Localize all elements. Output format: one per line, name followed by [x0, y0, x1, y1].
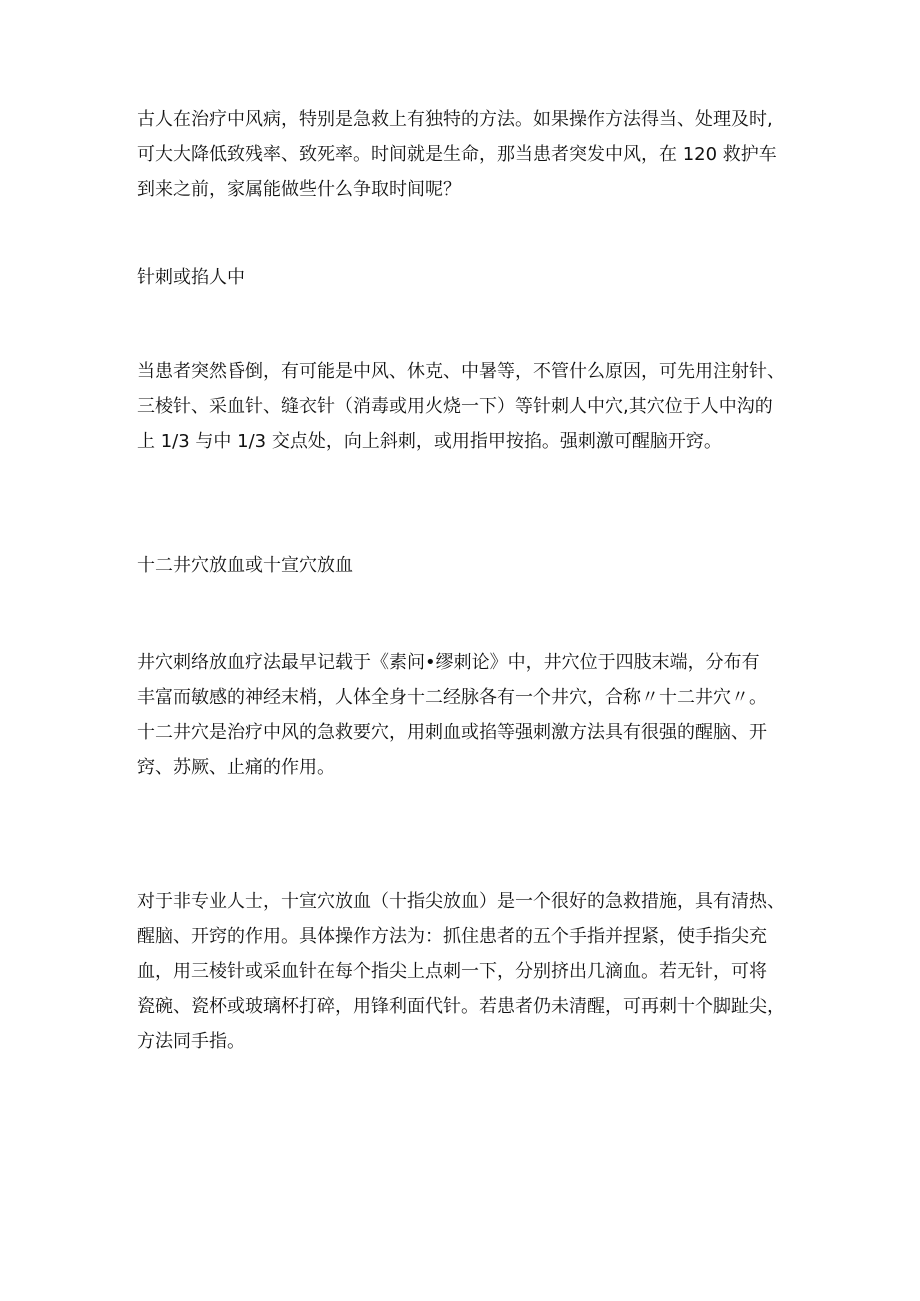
text-line: 上 1/3 与中 1/3 交点处，向上斜刺，或用指甲按掐。强刺激可醒脑开窍。: [137, 431, 722, 452]
section-heading-renzhong: [137, 260, 792, 295]
text-line: 血，用三棱针或采血针在每个指尖上点刺一下，分别挤出几滴血。若无针，可将: [137, 961, 767, 982]
text-line: 瓷碗、瓷杯或玻璃杯打碎，用锋利面代针。若患者仍未清醒，可再刺十个脚趾尖，: [137, 996, 785, 1017]
section-heading-bloodletting: [137, 548, 792, 583]
paragraph-intro: [137, 102, 792, 207]
text-line: 三棱针、采血针、缝衣针（消毒或用火烧一下）等针刺人中穴,其穴位于人中沟的: [137, 396, 773, 417]
text-line: 当患者突然昏倒，有可能是中风、休克、中暑等，不管什么原因，可先用注射针、: [137, 361, 785, 382]
heading-text: 针刺或掐人中: [137, 267, 245, 288]
text-line: 方法同手指。: [137, 1031, 245, 1052]
text-line: 醒脑、开窍的作用。具体操作方法为：抓住患者的五个手指并捏紧，使手指尖充: [137, 926, 767, 947]
text-line: 十二井穴是治疗中风的急救要穴，用刺血或掐等强刺激方法具有很强的醒脑、开: [137, 722, 767, 743]
text-line: 窍、苏厥、止痛的作用。: [137, 757, 335, 778]
heading-text: 十二井穴放血或十宣穴放血: [137, 555, 353, 576]
text-line: 井穴刺络放血疗法最早记载于《素问•缪刺论》中，井穴位于四肢末端，分布有: [137, 652, 760, 673]
text-line: 古人在治疗中风病，特别是急救上有独特的方法。如果操作方法得当、处理及时,: [137, 109, 773, 130]
text-line: 可大大降低致残率、致死率。时间就是生命，那当患者突发中风，在 120 救护车: [137, 144, 777, 165]
text-line: 丰富而敏感的神经末梢，人体全身十二经脉各有一个井穴，合称〃十二井穴〃。: [137, 687, 767, 708]
paragraph-renzhong: [137, 354, 792, 459]
paragraph-jing-points: [137, 645, 792, 785]
text-line: 到来之前，家属能做些什么争取时间呢？: [137, 179, 461, 200]
text-line: 对于非专业人士，十宣穴放血（十指尖放血）是一个很好的急救措施，具有清热、: [137, 891, 785, 912]
paragraph-shixuan-points: [137, 884, 792, 1059]
